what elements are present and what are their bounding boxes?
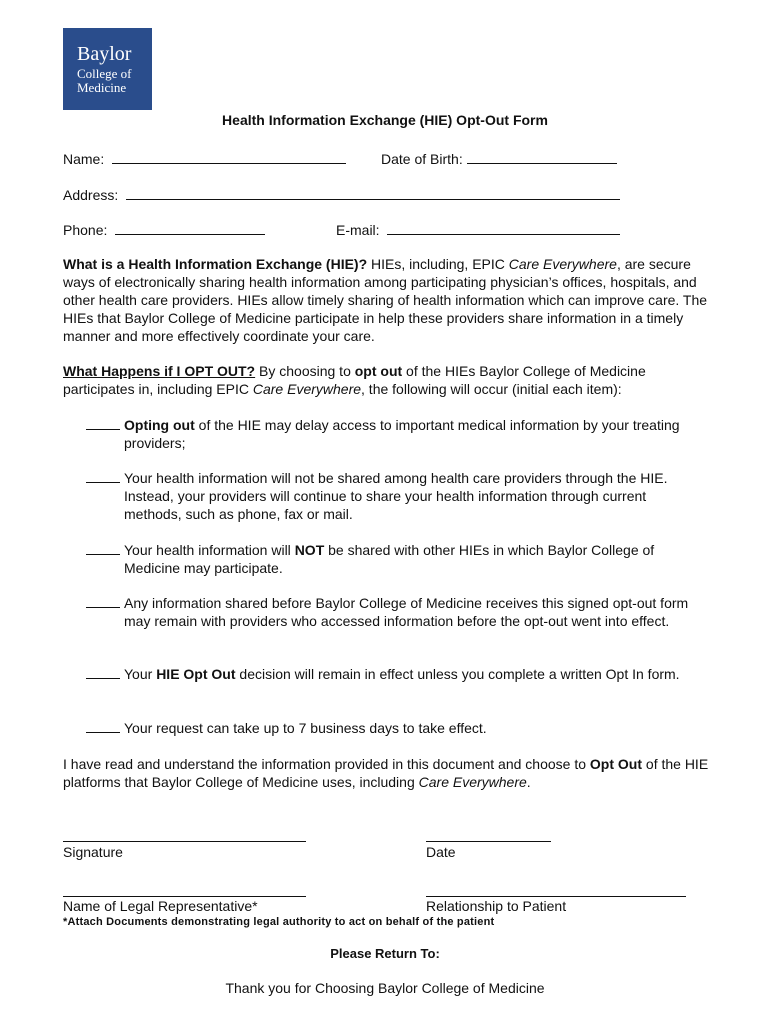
- logo-line-3: Medicine: [77, 79, 127, 95]
- acknowledgement-paragraph: [63, 755, 713, 791]
- legal-rep-label: Name of Legal Representative*: [63, 898, 258, 914]
- opt-out-text-a: By choosing to: [255, 363, 355, 379]
- item-pre: Your: [124, 666, 157, 682]
- item-post: decision will remain in effect unless you complete a written Opt In form.: [235, 666, 680, 682]
- return-to-heading: Please Return To:: [330, 946, 440, 961]
- care-everywhere-term: Care Everywhere: [252, 381, 362, 397]
- initial-blank[interactable]: [86, 541, 120, 555]
- care-everywhere-term: Care Everywhere: [508, 256, 617, 272]
- list-item: [86, 469, 706, 523]
- ack-text-b: of the HIE platforms that Baylor College of Medicine uses, including: [63, 756, 709, 790]
- initial-blank[interactable]: [86, 719, 120, 733]
- opt-out-text-b: of the HIEs Baylor College of Medicine participates in, including EPIC: [63, 363, 646, 397]
- opt-out-text-c: , the following will occur (initial each item):: [361, 381, 622, 397]
- signature-label: Signature: [63, 844, 123, 860]
- initial-blank[interactable]: [86, 665, 120, 679]
- opt-out-heading: What Happens if I OPT OUT?: [63, 363, 256, 379]
- ack-bold: Opt Out: [589, 756, 643, 772]
- dob-field[interactable]: [381, 149, 617, 167]
- opt-out-bold: opt out: [354, 363, 403, 379]
- logo-line-2: College of: [77, 65, 132, 81]
- list-item: [86, 541, 706, 577]
- ack-text-c: .: [526, 774, 531, 790]
- email-field[interactable]: [336, 220, 620, 238]
- thank-you-text: Thank you for Choosing Baylor College of Medicine: [225, 980, 545, 996]
- signature-line[interactable]: [63, 841, 306, 842]
- what-is-text-a: HIEs, including, EPIC: [367, 256, 509, 272]
- ack-text-a: I have read and understand the information provided in this document and choose to: [63, 756, 590, 772]
- list-item: [86, 416, 706, 452]
- initial-blank[interactable]: [86, 469, 120, 483]
- item-pre: Your health information will: [124, 542, 295, 558]
- phone-line[interactable]: [115, 220, 265, 235]
- item-bold: NOT: [294, 542, 325, 558]
- what-is-text-b: , are secure ways of electronically sharing health information among participating physician’s offices, hospitals, and other health care providers. HIEs allow timely sharing of health information which can improve care. The HIEs that Baylor College of Medicine participate in help these providers share information in a timely manner and more effectively coordinate your care.: [63, 256, 708, 344]
- name-field[interactable]: [63, 149, 346, 167]
- item-text: Any information shared before Baylor College of Medicine receives this signed opt-out form may remain with providers who accessed information before the opt-out went into effect.: [124, 595, 689, 629]
- address-field[interactable]: [63, 185, 620, 203]
- email-line[interactable]: [387, 220, 620, 235]
- item-text: of the HIE may delay access to important medical information by your treating providers;: [124, 417, 680, 451]
- care-everywhere-term: Care Everywhere: [418, 774, 527, 790]
- opt-out-paragraph: [63, 362, 713, 398]
- date-line[interactable]: [426, 841, 551, 842]
- list-item: [86, 719, 706, 737]
- phone-field[interactable]: [63, 220, 265, 238]
- relationship-label: Relationship to Patient: [426, 898, 567, 914]
- form-title: Health Information Exchange (HIE) Opt-Out Form: [222, 112, 548, 128]
- phone-label: Phone:: [63, 222, 108, 238]
- item-text: Your request can take up to 7 business days to take effect.: [124, 720, 487, 736]
- address-label: Address:: [63, 187, 119, 203]
- list-item: [86, 665, 706, 683]
- item-bold: HIE Opt Out: [156, 666, 236, 682]
- address-line[interactable]: [126, 185, 620, 200]
- name-line[interactable]: [112, 149, 346, 164]
- what-is-hie-paragraph: [63, 255, 713, 345]
- what-is-hie-heading: What is a Health Information Exchange (HIE)?: [63, 256, 368, 272]
- legal-authority-note: *Attach Documents demonstrating legal authority to act on behalf of the patient: [63, 916, 495, 928]
- dob-label: Date of Birth:: [381, 151, 463, 167]
- name-label: Name:: [63, 151, 105, 167]
- logo-line-1: Baylor: [77, 42, 132, 65]
- email-label: E-mail:: [336, 222, 380, 238]
- list-item: [86, 594, 706, 630]
- item-text: Your health information will not be shared among health care providers through the HIE. Instead, your providers will continue to share your health information through current methods, such as phone, fax or mail.: [124, 470, 668, 522]
- relationship-line[interactable]: [426, 896, 686, 897]
- legal-rep-line[interactable]: [63, 896, 306, 897]
- baylor-logo: [63, 28, 152, 110]
- item-bold: Opting out: [124, 417, 195, 433]
- item-post: be shared with other HIEs in which Baylor College of Medicine may participate.: [124, 542, 655, 576]
- initial-blank[interactable]: [86, 594, 120, 608]
- dob-line[interactable]: [467, 149, 617, 164]
- date-label: Date: [426, 844, 456, 860]
- initial-blank[interactable]: [86, 416, 120, 430]
